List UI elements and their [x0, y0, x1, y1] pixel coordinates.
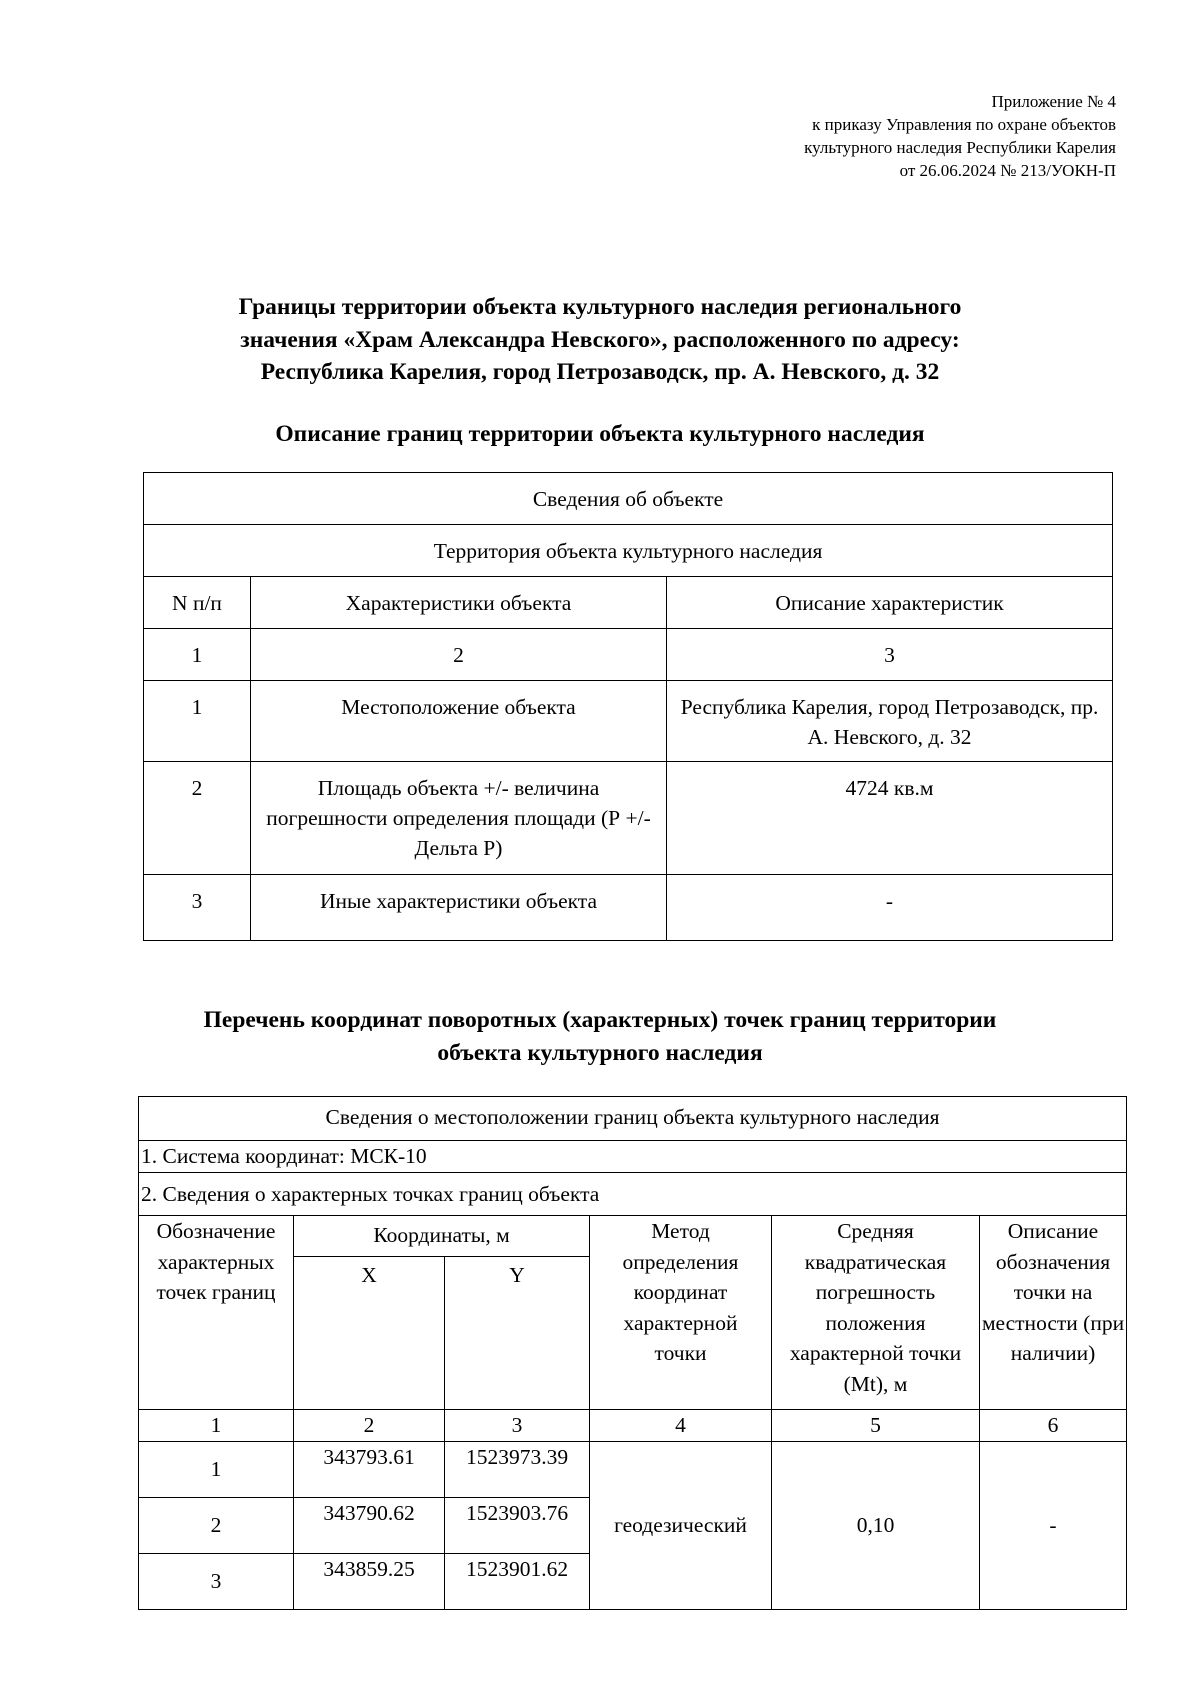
heading-line: объекта культурного наследия [437, 1039, 763, 1066]
column-header-description: Описание характеристик [667, 577, 1113, 629]
appendix-line: культурного наследия Республики Карелия [804, 138, 1116, 157]
appendix-line: Приложение № 4 [991, 92, 1116, 111]
table-header: Сведения об объекте [144, 473, 1113, 525]
appendix-block [596, 90, 1116, 182]
column-number: 3 [667, 629, 1113, 681]
column-header-y: Y [445, 1257, 590, 1410]
row-value: Республика Карелия, город Петрозаводск, пр. А. Невского, д. 32 [667, 681, 1113, 762]
column-number: 2 [251, 629, 667, 681]
title-line: Границы территории объекта культурного наследия регионального [238, 294, 962, 320]
column-header-number: N п/п [144, 577, 251, 629]
column-number: 3 [445, 1410, 590, 1442]
row-number: 3 [144, 875, 251, 941]
point-x: 343793.61 [294, 1441, 445, 1497]
point-y: 1523973.39 [445, 1441, 590, 1497]
row-number: 2 [144, 762, 251, 875]
point-id: 1 [139, 1441, 294, 1497]
point-y: 1523903.76 [445, 1497, 590, 1553]
row-number: 1 [144, 681, 251, 762]
row-value: 4724 кв.м [667, 762, 1113, 875]
column-header-method: Метод определения координат характерной точки [590, 1216, 772, 1410]
appendix-line: от 26.06.2024 № 213/УОКН-П [899, 161, 1116, 180]
point-x: 343790.62 [294, 1497, 445, 1553]
column-header-description: Описание обозначения точки на местности (при наличии) [980, 1216, 1127, 1410]
column-header-point: Обозначение характерных точек границ [139, 1216, 294, 1410]
description-value: - [980, 1441, 1127, 1609]
coordinates-table [138, 1096, 1127, 1610]
row-characteristic: Площадь объекта +/- величина погрешности определения площади (Р +/- Дельта Р) [251, 762, 667, 875]
point-id: 2 [139, 1497, 294, 1553]
column-number: 1 [144, 629, 251, 681]
error-value: 0,10 [772, 1441, 980, 1609]
column-number: 6 [980, 1410, 1127, 1442]
row-value: - [667, 875, 1113, 941]
point-id: 3 [139, 1553, 294, 1609]
column-header-x: X [294, 1257, 445, 1410]
column-header-error: Средняя квадратическая погрешность положения характерной точки (Mt), м [772, 1216, 980, 1410]
object-info-table [143, 472, 1113, 941]
point-x: 343859.25 [294, 1553, 445, 1609]
section1-heading: Описание границ территории объекта культурного наследия [275, 421, 925, 447]
title-line: значения «Храм Александра Невского», расположенного по адресу: [240, 326, 960, 353]
column-number: 5 [772, 1410, 980, 1442]
row-characteristic: Местоположение объекта [251, 681, 667, 762]
table-subheader: Территория объекта культурного наследия [144, 525, 1113, 577]
row-characteristic: Иные характеристики объекта [251, 875, 667, 941]
appendix-line: к приказу Управления по охране объектов [812, 115, 1116, 134]
point-y: 1523901.62 [445, 1553, 590, 1609]
points-section-title: 2. Сведения о характерных точках границ объекта [139, 1173, 1127, 1216]
title-line: Республика Карелия, город Петрозаводск, пр. А. Невского, д. 32 [260, 359, 940, 385]
coordinate-system: 1. Система координат: МСК-10 [139, 1141, 1127, 1173]
column-number: 1 [139, 1410, 294, 1442]
table-header: Сведения о местоположении границ объекта культурного наследия [139, 1097, 1127, 1141]
section2-heading [100, 1004, 1100, 1069]
column-header-coordinates: Координаты, м [294, 1216, 590, 1257]
method-value: геодезический [590, 1441, 772, 1609]
heading-line: Перечень координат поворотных (характерных) точек границ территории [203, 1007, 997, 1033]
column-header-characteristic: Характеристики объекта [251, 577, 667, 629]
document-title [100, 291, 1100, 389]
column-number: 2 [294, 1410, 445, 1442]
column-number: 4 [590, 1410, 772, 1442]
